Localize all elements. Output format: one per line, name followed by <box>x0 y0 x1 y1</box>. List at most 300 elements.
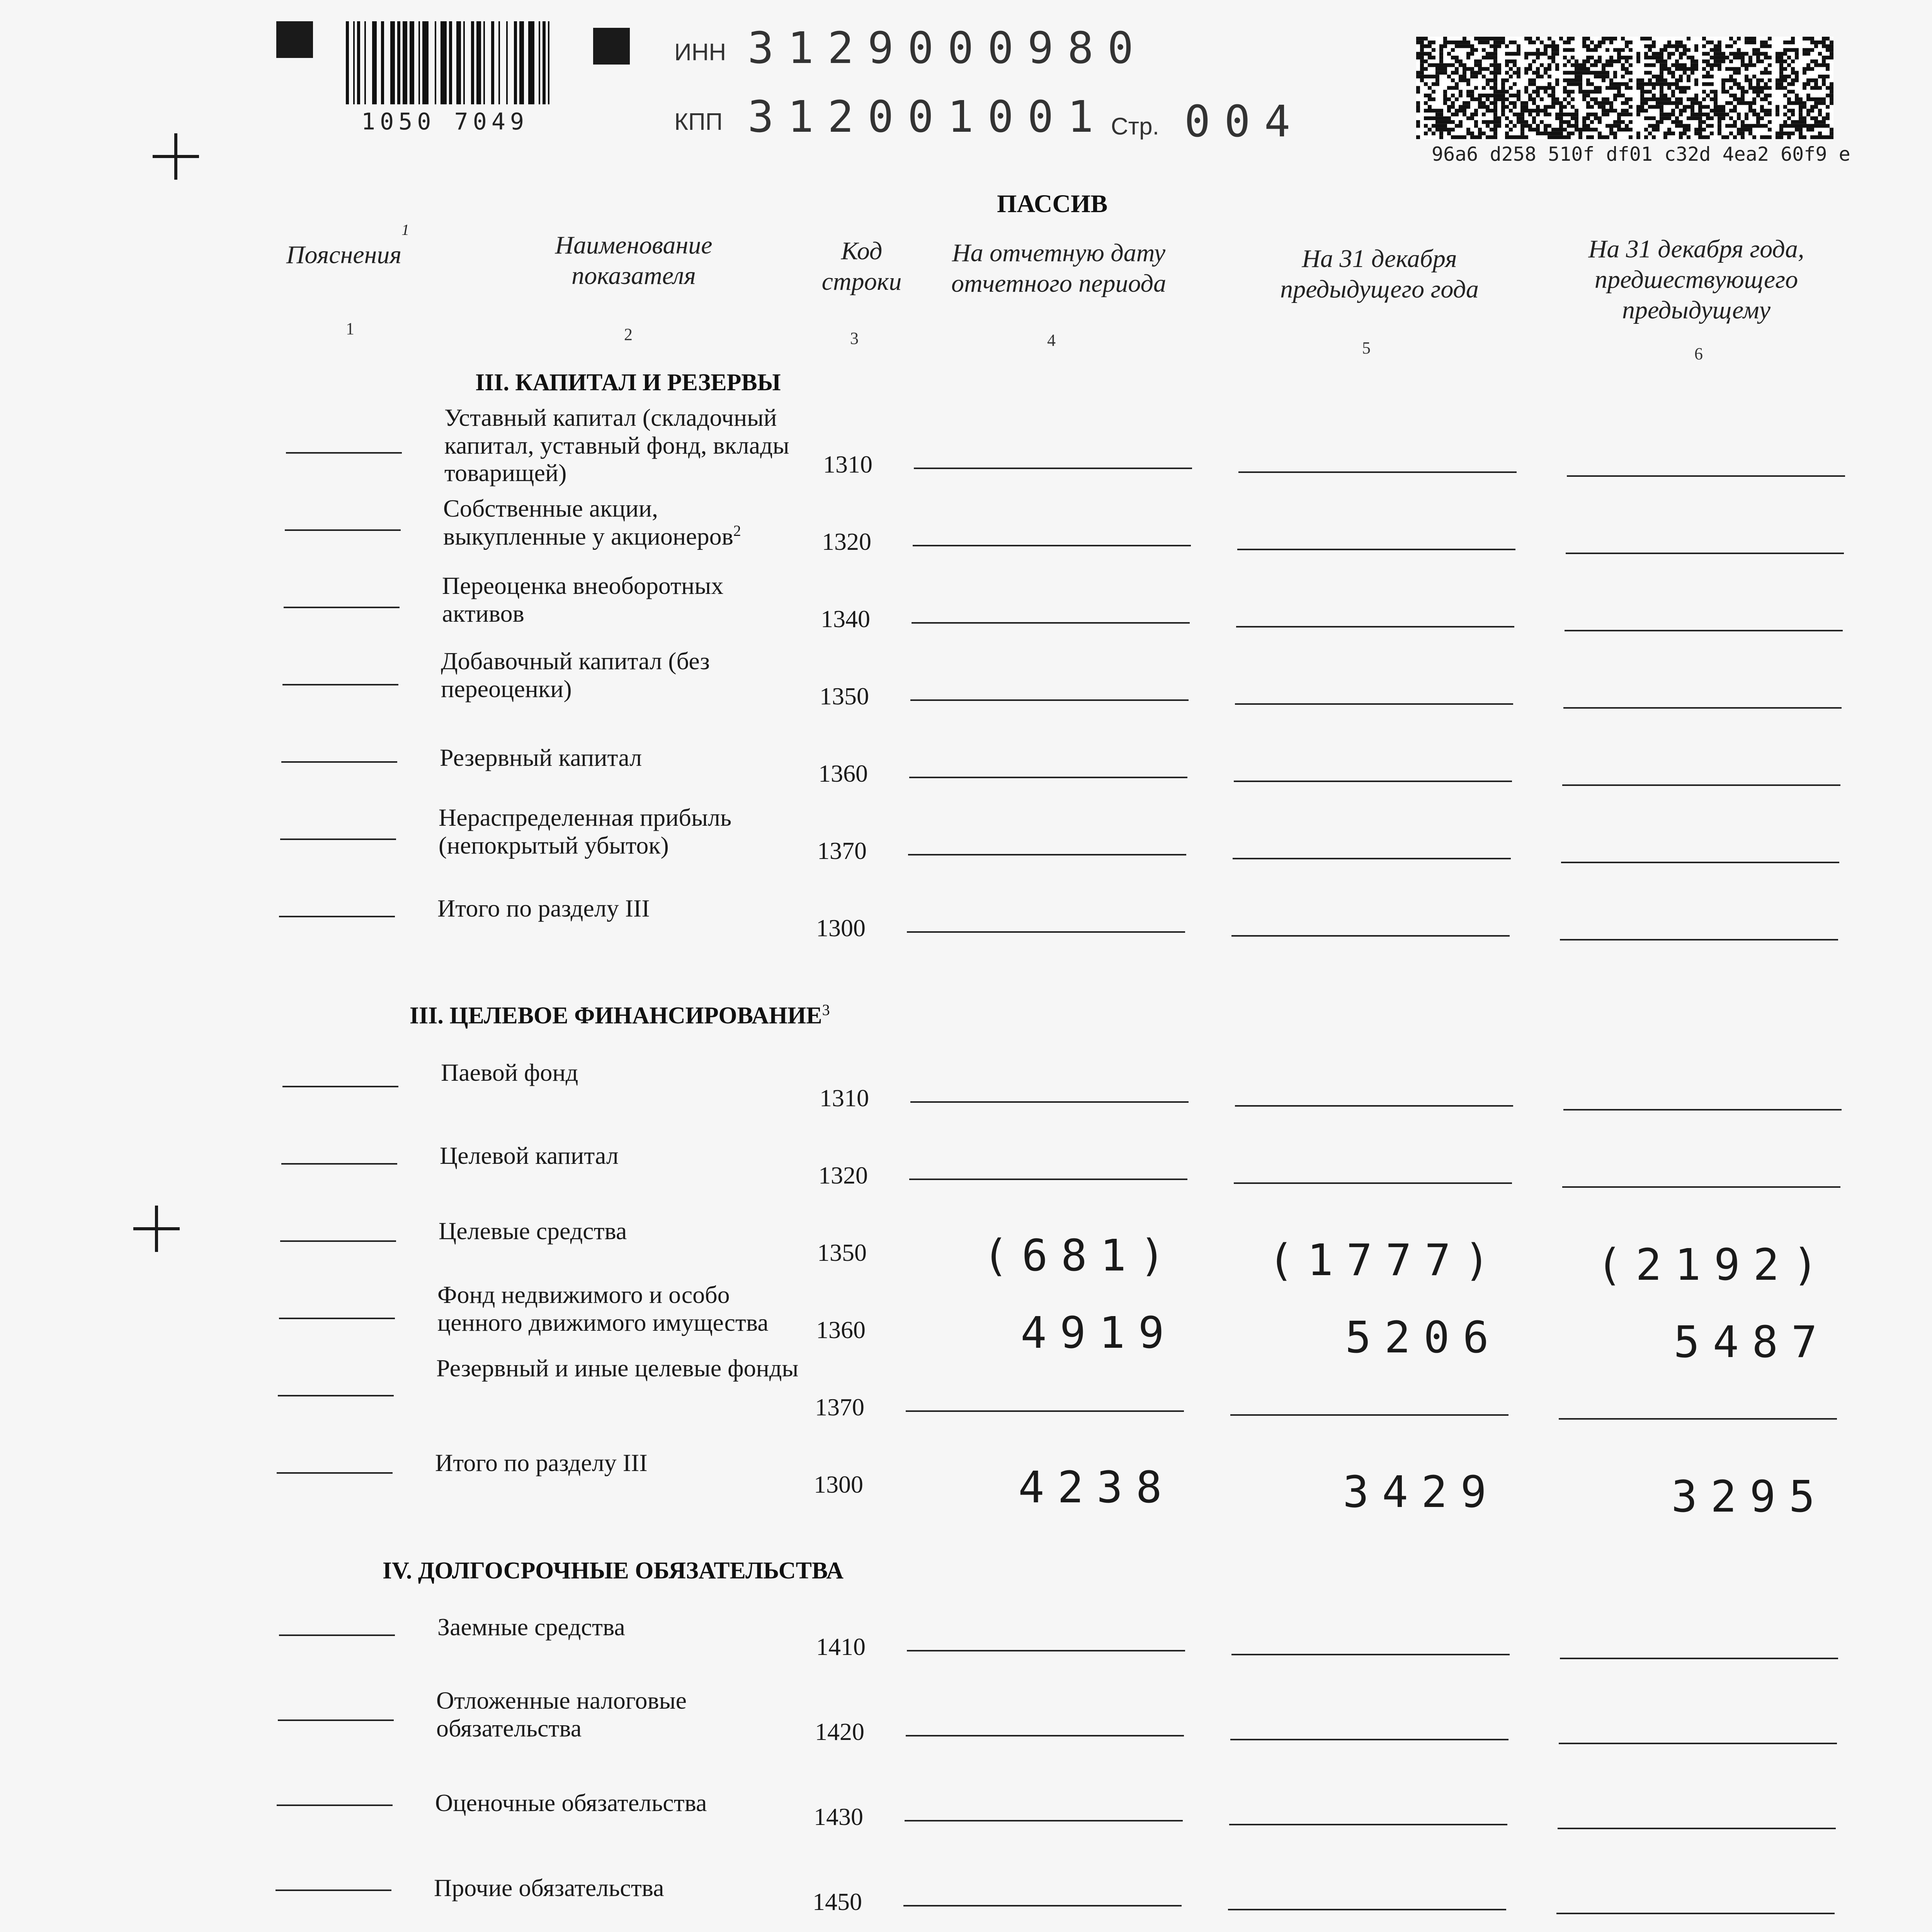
barcode-module <box>1648 78 1652 82</box>
barcode-module <box>1745 37 1748 41</box>
barcode-module <box>1718 116 1721 120</box>
barcode-module <box>1439 131 1443 135</box>
barcode-module <box>1806 52 1810 56</box>
barcode-module <box>1752 41 1756 44</box>
barcode-module <box>1748 82 1752 86</box>
barcode-module <box>1609 41 1613 44</box>
barcode-module <box>1644 116 1648 120</box>
barcode-module <box>1806 63 1810 67</box>
barcode-module <box>1675 44 1679 48</box>
barcode-module <box>1528 94 1532 97</box>
barcode-module <box>1764 41 1768 44</box>
barcode-module <box>1470 75 1474 78</box>
barcode-module <box>1760 116 1764 120</box>
barcode-module <box>1652 105 1656 109</box>
barcode-module <box>1694 131 1698 135</box>
barcode-module <box>1814 124 1818 128</box>
barcode-module <box>1690 105 1694 109</box>
barcode-module <box>1826 48 1830 52</box>
value-col-4-blank <box>913 545 1191 546</box>
barcode-module <box>1578 82 1582 86</box>
barcode-module <box>1733 56 1737 60</box>
barcode-module <box>1578 131 1582 135</box>
barcode-module <box>1625 97 1629 101</box>
row-code: 1360 <box>818 760 868 787</box>
barcode-module <box>1745 90 1748 94</box>
value-col-6-blank <box>1562 1186 1840 1188</box>
barcode-module <box>1748 63 1752 67</box>
barcode-module <box>1482 101 1486 105</box>
barcode-module <box>1791 67 1795 71</box>
barcode-module <box>1497 41 1501 44</box>
barcode-module <box>1810 60 1814 63</box>
barcode-module <box>1617 94 1621 97</box>
barcode-module <box>1741 135 1745 139</box>
barcode-module <box>1459 60 1463 63</box>
barcode-module <box>1513 105 1517 109</box>
registration-cross-icon <box>133 1206 180 1252</box>
barcode-module <box>1470 71 1474 75</box>
barcode-module <box>1710 56 1714 60</box>
barcode-module <box>1497 67 1501 71</box>
barcode-module <box>1710 82 1714 86</box>
barcode-module <box>1745 112 1748 116</box>
barcode-module <box>1520 105 1524 109</box>
barcode-module <box>1810 78 1814 82</box>
barcode-module <box>1478 37 1482 41</box>
barcode-module <box>1451 112 1455 116</box>
row-name-text: Целевые средства <box>439 1217 627 1245</box>
barcode-module <box>1760 44 1764 48</box>
barcode-module <box>1443 37 1447 41</box>
barcode-module <box>1493 37 1497 41</box>
barcode-module <box>1466 44 1470 48</box>
barcode-module <box>1435 112 1439 116</box>
barcode-module <box>1671 90 1675 94</box>
barcode-module <box>1718 109 1721 112</box>
barcode-module <box>1416 90 1420 94</box>
barcode-module <box>1497 71 1501 75</box>
row-name <box>437 1613 801 1641</box>
barcode-module <box>1706 71 1710 75</box>
barcode-module <box>1443 94 1447 97</box>
barcode-module <box>1505 131 1509 135</box>
barcode-module <box>1432 56 1435 60</box>
barcode-module <box>1745 101 1748 105</box>
barcode-module <box>1536 86 1540 90</box>
barcode-module <box>1586 44 1590 48</box>
barcode-module <box>1424 94 1428 97</box>
barcode-module <box>1544 109 1548 112</box>
barcode-module <box>1710 90 1714 94</box>
notes-blank <box>285 529 401 531</box>
barcode-module <box>1625 41 1629 44</box>
barcode-module <box>1563 112 1567 116</box>
barcode-module <box>1594 71 1598 75</box>
barcode-module <box>1451 105 1455 109</box>
barcode-module <box>1625 101 1629 105</box>
barcode-module <box>1420 48 1424 52</box>
barcode-module <box>1783 75 1787 78</box>
barcode-module <box>1548 86 1551 90</box>
barcode-module <box>1501 109 1505 112</box>
value-col-4: (681) <box>982 1231 1179 1281</box>
barcode-module <box>1640 37 1644 41</box>
barcode-module <box>1776 60 1779 63</box>
barcode-module <box>1745 124 1748 128</box>
barcode-bar <box>435 21 436 104</box>
barcode-module <box>1594 63 1598 67</box>
barcode-module <box>1745 52 1748 56</box>
row-code: 1310 <box>823 451 872 478</box>
barcode-module <box>1760 78 1764 82</box>
barcode-module <box>1822 75 1826 78</box>
barcode-module <box>1571 124 1575 128</box>
barcode-module <box>1435 128 1439 132</box>
barcode-module <box>1826 135 1830 139</box>
barcode-module <box>1478 97 1482 101</box>
barcode-module <box>1602 97 1605 101</box>
row-code: 1340 <box>821 605 870 633</box>
barcode-module <box>1756 86 1760 90</box>
column-header-current: На отчетную дату отчетного периода <box>951 239 1167 298</box>
barcode-module <box>1629 135 1633 139</box>
row-name-text: Уставный капитал (складочный капитал, уставный фонд, вклады товарищей) <box>444 404 789 487</box>
barcode-module <box>1683 67 1687 71</box>
barcode-module <box>1478 67 1482 71</box>
barcode-module <box>1490 109 1493 112</box>
barcode-module <box>1675 60 1679 63</box>
barcode-module <box>1779 82 1783 86</box>
barcode-module <box>1466 101 1470 105</box>
barcode-module <box>1493 105 1497 109</box>
barcode-module <box>1791 90 1795 94</box>
column-number: 1 <box>346 319 354 338</box>
barcode-module <box>1721 60 1725 63</box>
barcode-module <box>1656 124 1660 128</box>
row-name-text: Паевой фонд <box>441 1059 578 1086</box>
barcode-module <box>1455 41 1459 44</box>
value-col-4-blank <box>910 699 1189 701</box>
barcode-module <box>1463 112 1466 116</box>
barcode-module <box>1513 124 1517 128</box>
barcode-module <box>1779 86 1783 90</box>
barcode-module <box>1671 101 1675 105</box>
barcode-module <box>1605 71 1609 75</box>
barcode-module <box>1470 116 1474 120</box>
barcode-module <box>1532 90 1536 94</box>
barcode-module <box>1787 97 1791 101</box>
barcode-module <box>1679 109 1683 112</box>
barcode-module <box>1571 105 1575 109</box>
barcode-module <box>1660 97 1663 101</box>
barcode-module <box>1776 135 1779 139</box>
barcode-module <box>1799 131 1803 135</box>
barcode-module <box>1710 67 1714 71</box>
barcode-module <box>1567 131 1571 135</box>
row-name <box>437 1281 801 1336</box>
barcode-module <box>1621 82 1625 86</box>
barcode-module <box>1486 124 1490 128</box>
barcode-module <box>1752 75 1756 78</box>
barcode-module <box>1482 86 1486 90</box>
barcode-bar <box>539 21 540 104</box>
barcode-module <box>1528 128 1532 132</box>
barcode-module <box>1459 44 1463 48</box>
barcode-module <box>1432 82 1435 86</box>
barcode-module <box>1459 109 1463 112</box>
barcode-module <box>1667 52 1671 56</box>
barcode-module <box>1544 71 1548 75</box>
barcode-module <box>1625 60 1629 63</box>
barcode-module <box>1536 112 1540 116</box>
barcode-module <box>1567 135 1571 139</box>
barcode-module <box>1768 63 1772 67</box>
barcode-module <box>1648 116 1652 120</box>
barcode-module <box>1486 97 1490 101</box>
barcode-module <box>1768 101 1772 105</box>
barcode-module <box>1540 41 1544 44</box>
row-name <box>440 744 803 772</box>
barcode-module <box>1501 112 1505 116</box>
barcode-module <box>1710 75 1714 78</box>
barcode-module <box>1830 101 1833 105</box>
barcode-module <box>1602 41 1605 44</box>
barcode-module <box>1439 124 1443 128</box>
barcode-module <box>1490 94 1493 97</box>
barcode-module <box>1463 101 1466 105</box>
barcode-module <box>1532 97 1536 101</box>
barcode-module <box>1783 131 1787 135</box>
barcode-module <box>1667 112 1671 116</box>
barcode-module <box>1652 116 1656 120</box>
barcode-module <box>1687 86 1690 90</box>
barcode-module <box>1563 71 1567 75</box>
barcode-module <box>1660 86 1663 90</box>
barcode-module <box>1490 101 1493 105</box>
barcode-module <box>1470 112 1474 116</box>
barcode-module <box>1791 120 1795 124</box>
barcode-module <box>1617 60 1621 63</box>
barcode-module <box>1787 41 1791 44</box>
barcode-module <box>1513 41 1517 44</box>
barcode-module <box>1524 90 1528 94</box>
barcode-module <box>1497 124 1501 128</box>
barcode-module <box>1486 120 1490 124</box>
barcode-module <box>1513 82 1517 86</box>
barcode-module <box>1432 124 1435 128</box>
barcode-module <box>1737 101 1741 105</box>
barcode-module <box>1505 44 1509 48</box>
barcode-module <box>1799 112 1803 116</box>
barcode-module <box>1814 105 1818 109</box>
barcode-module <box>1644 90 1648 94</box>
barcode-module <box>1640 109 1644 112</box>
barcode-module <box>1814 82 1818 86</box>
barcode-module <box>1629 128 1633 132</box>
barcode-module <box>1729 116 1733 120</box>
barcode-module <box>1822 97 1826 101</box>
barcode-module <box>1567 82 1571 86</box>
barcode-module <box>1629 63 1633 67</box>
barcode-module <box>1548 37 1551 41</box>
barcode-module <box>1675 82 1679 86</box>
barcode-module <box>1598 44 1602 48</box>
barcode-module <box>1795 128 1799 132</box>
barcode-module <box>1803 71 1806 75</box>
barcode-module <box>1710 41 1714 44</box>
value-col-6: (2192) <box>1596 1240 1832 1290</box>
barcode-module <box>1675 101 1679 105</box>
barcode-module <box>1636 112 1640 116</box>
barcode-module <box>1810 86 1814 90</box>
barcode-module <box>1652 94 1656 97</box>
barcode-module <box>1486 37 1490 41</box>
barcode-module <box>1447 97 1451 101</box>
barcode-module <box>1447 105 1451 109</box>
barcode-module <box>1420 52 1424 56</box>
barcode-module <box>1690 109 1694 112</box>
barcode-module <box>1428 97 1432 101</box>
barcode-module <box>1822 37 1826 41</box>
barcode-module <box>1582 44 1586 48</box>
barcode-module <box>1737 82 1741 86</box>
barcode-module <box>1513 60 1517 63</box>
barcode-module <box>1718 44 1721 48</box>
barcode-module <box>1443 97 1447 101</box>
barcode-module <box>1447 52 1451 56</box>
barcode-module <box>1667 86 1671 90</box>
barcode-module <box>1795 78 1799 82</box>
barcode-module <box>1605 63 1609 67</box>
barcode-module <box>1501 105 1505 109</box>
barcode-module <box>1466 52 1470 56</box>
barcode-module <box>1474 63 1478 67</box>
barcode-module <box>1555 101 1559 105</box>
barcode-module <box>1455 67 1459 71</box>
row-code: 1370 <box>817 837 867 864</box>
barcode-module <box>1497 94 1501 97</box>
barcode-module <box>1776 56 1779 60</box>
barcode-module <box>1733 105 1737 109</box>
barcode-module <box>1563 120 1567 124</box>
barcode-module <box>1559 120 1563 124</box>
barcode-module <box>1459 75 1463 78</box>
barcode-module <box>1463 63 1466 67</box>
barcode-module <box>1698 120 1702 124</box>
data-matrix-barcode <box>1416 37 1833 139</box>
barcode-module <box>1590 90 1594 94</box>
barcode-module <box>1544 48 1548 52</box>
barcode-module <box>1756 56 1760 60</box>
barcode-module <box>1694 112 1698 116</box>
barcode-module <box>1756 78 1760 82</box>
barcode-module <box>1544 105 1548 109</box>
barcode-module <box>1683 131 1687 135</box>
barcode-module <box>1660 48 1663 52</box>
notes-blank <box>276 1889 391 1891</box>
value-col-4-blank <box>909 1179 1187 1180</box>
barcode-module <box>1814 44 1818 48</box>
row-code: 1310 <box>820 1084 869 1112</box>
notes-blank <box>278 1719 394 1721</box>
barcode-module <box>1756 90 1760 94</box>
row-name <box>441 647 804 702</box>
barcode-module <box>1779 71 1783 75</box>
barcode-bar <box>390 21 395 104</box>
barcode-module <box>1582 37 1586 41</box>
barcode-module <box>1702 75 1706 78</box>
barcode-module <box>1663 135 1667 139</box>
barcode-module <box>1609 78 1613 82</box>
barcode-module <box>1690 63 1694 67</box>
barcode-module <box>1799 105 1803 109</box>
barcode-module <box>1814 63 1818 67</box>
barcode-module <box>1733 109 1737 112</box>
barcode-module <box>1605 124 1609 128</box>
barcode-module <box>1706 135 1710 139</box>
barcode-module <box>1432 75 1435 78</box>
barcode-module <box>1548 67 1551 71</box>
barcode-module <box>1463 37 1466 41</box>
barcode-module <box>1482 67 1486 71</box>
footnote-mark: 2 <box>733 522 741 539</box>
barcode-module <box>1555 97 1559 101</box>
barcode-module <box>1667 41 1671 44</box>
barcode-bar <box>346 21 349 104</box>
barcode-module <box>1528 109 1532 112</box>
barcode-module <box>1451 63 1455 67</box>
barcode-module <box>1439 67 1443 71</box>
barcode-module <box>1505 60 1509 63</box>
barcode-module <box>1520 112 1524 116</box>
barcode-module <box>1582 124 1586 128</box>
barcode-module <box>1721 86 1725 90</box>
value-col-6-blank <box>1563 707 1842 709</box>
barcode-module <box>1586 94 1590 97</box>
barcode-module <box>1787 135 1791 139</box>
barcode-module <box>1594 116 1598 120</box>
barcode-module <box>1617 116 1621 120</box>
barcode-module <box>1687 48 1690 52</box>
barcode-module <box>1679 56 1683 60</box>
barcode-module <box>1810 128 1814 132</box>
barcode-module <box>1493 94 1497 97</box>
barcode-module <box>1443 44 1447 48</box>
barcode-module <box>1482 56 1486 60</box>
barcode-module <box>1451 78 1455 82</box>
barcode-module <box>1621 109 1625 112</box>
section-title <box>383 1557 844 1585</box>
barcode-module <box>1721 135 1725 139</box>
barcode-module <box>1660 67 1663 71</box>
barcode-module <box>1760 105 1764 109</box>
barcode-module <box>1690 56 1694 60</box>
barcode-module <box>1575 112 1578 116</box>
notes-blank <box>279 1318 395 1319</box>
barcode-module <box>1710 97 1714 101</box>
barcode-module <box>1810 37 1814 41</box>
barcode-module <box>1559 37 1563 41</box>
barcode-module <box>1725 44 1729 48</box>
barcode-module <box>1787 116 1791 120</box>
barcode-module <box>1806 94 1810 97</box>
barcode-module <box>1548 44 1551 48</box>
barcode-module <box>1737 71 1741 75</box>
barcode-module <box>1567 120 1571 124</box>
barcode-module <box>1799 101 1803 105</box>
barcode-module <box>1698 101 1702 105</box>
